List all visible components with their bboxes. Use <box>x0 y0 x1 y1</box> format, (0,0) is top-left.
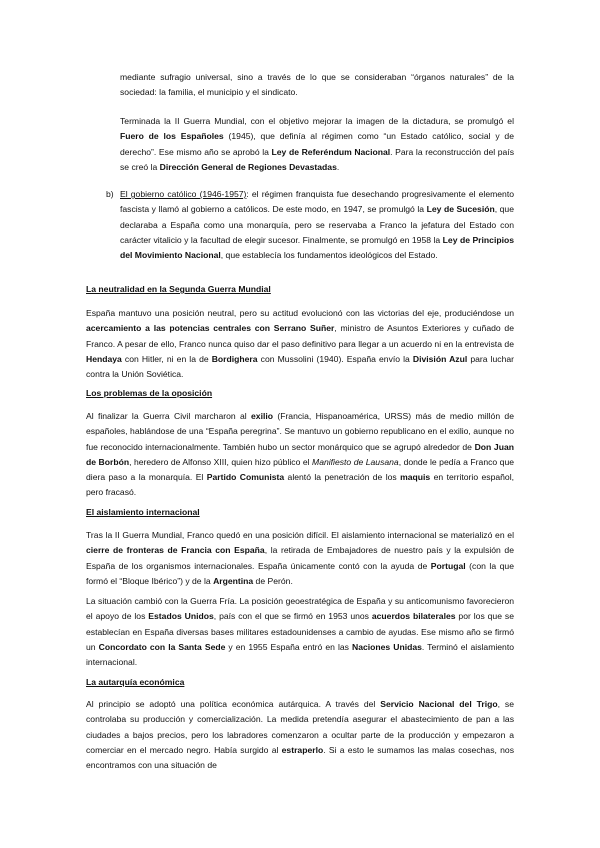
text: mediante sufragio universal, sino a través de lo que se consideraban “órganos naturales” de la sociedad: la familia, el municipio y el sindicato. <box>120 72 514 98</box>
text: (1945), que definía al régimen como “un Estado católico, social y de derecho”. Ese mismo año se aprobó la <box>120 131 514 157</box>
paragraph-oposicion <box>86 409 514 501</box>
text: : el régimen franquista fue desechando progresivamente el elemento fascista y llamó al gobierno a católicos. De este modo, en 1947, se promulgó la <box>120 189 514 215</box>
text: en territorio español, pero fracasó. <box>86 472 514 498</box>
text: , país con el que se firmó en 1953 unos <box>213 611 372 622</box>
text: por los que se establecían en España diversas bases militares estadounidenses a cambio de ayudas. Ese mismo año se firmó un <box>86 611 514 652</box>
bold-term: Ley de Referéndum Nacional <box>271 146 391 157</box>
bold-term: Partido Comunista <box>206 472 285 483</box>
bold-term: Bordighera <box>211 353 258 364</box>
text: , la retirada de Embajadores de nuestro país y la expulsión de España de los organismos internacionales. España únicamente contó con la ayuda de <box>86 545 514 571</box>
text: y en 1955 España entró en las <box>225 641 352 652</box>
bold-term: cierre de fronteras de Francia con España <box>86 545 265 556</box>
text: . Si a esto le sumamos las malas cosechas, nos encontramos con una situación de <box>86 744 514 771</box>
text: (Francia, Hispanoamérica, URSS) más de medio millón de españoles, hablándose de una “España peregrina”. Se mantuvo un gobierno republicano en el exilio, aunque no fue reconocido internacionalmente. También hubo un sector monárquico que se agrupó alrededor de <box>86 411 514 452</box>
text: La situación cambió con la Guerra Fría. La posición geoestratégica de España y su anticomunismo favorecieron el apoyo de los <box>86 596 514 622</box>
bold-term: Argentina <box>213 575 254 586</box>
list-item-gobierno-catolico <box>120 187 514 263</box>
section-heading-oposicion: Los problemas de la oposición <box>86 388 213 398</box>
text: , se controlaba su producción y comercialización. La medida pretendía asegurar el abastecimiento de pan a las ciudades a bajos precios, pero los labradores comenzaron a ocultar parte de la producción y empezaron a comerciar en el mercado negro. Había surgido al <box>86 699 514 755</box>
text: para luchar contra la Unión Soviética. <box>86 353 515 380</box>
bold-term: Hendaya <box>86 353 122 364</box>
paragraph-neutralidad <box>86 306 514 382</box>
bold-term: Estados Unidos <box>148 611 214 622</box>
text: (con la que formó el “Bloque Ibérico”) y de la <box>86 560 514 586</box>
bold-term: acercamiento a las potencias centrales con Serrano Suñer <box>86 323 335 334</box>
bold-term: Naciones Unidas <box>352 641 422 652</box>
paragraph-guerra-fria <box>86 594 514 670</box>
bold-term: estraperlo <box>281 744 324 755</box>
section-heading-autarquia: La autarquía económica <box>86 677 185 687</box>
bold-term: acuerdos bilaterales <box>371 611 456 622</box>
text: , donde le pedía a Franco que diera paso a la monarquía. El <box>86 456 515 483</box>
text: Terminada la II Guerra Mundial, con el objetivo mejorar la imagen de la dictadura, se promulgó el <box>120 116 514 126</box>
text: , ministro de Asuntos Exteriores y cuñado de Franco. A pesar de ello, Franco nunca quiso dar el paso definitivo para llegar a un acuerdo ni en la entrevista de <box>86 323 514 349</box>
text: , que establecía los fundamentos ideológicos del Estado. <box>220 250 438 261</box>
text: . Para la reconstrucción del país se creó la <box>120 146 515 172</box>
bold-term: Portugal <box>430 560 466 571</box>
bold-term: División Azul <box>412 353 468 364</box>
bold-term: Servicio Nacional del Trigo <box>380 699 498 709</box>
paragraph-aislamiento <box>86 528 514 589</box>
text: , heredero de Alfonso XIII, quien hizo público el <box>129 456 313 467</box>
paragraph-fuero-espanoles <box>120 114 514 175</box>
bold-term: Don Juan de Borbón <box>86 441 514 467</box>
bold-term: Dirección General de Regiones Devastadas <box>159 161 337 172</box>
bold-term: exilio <box>251 411 273 421</box>
section-heading-aislamiento: El aislamiento internacional <box>86 507 200 517</box>
paragraph-autarquia <box>86 697 514 773</box>
bold-term: Ley de Sucesión <box>426 204 495 215</box>
list-label: b) <box>106 189 114 199</box>
bold-term: Concordato con la Santa Sede <box>98 641 226 652</box>
bold-term: Ley de Principios del Movimiento Nacional <box>120 234 514 261</box>
text: Tras la II Guerra Mundial, Franco quedó en una posición difícil. El aislamiento internacional se materializó en el <box>86 530 514 540</box>
underlined-title: El gobierno católico (1946-1957) <box>120 189 247 199</box>
text: de Perón. <box>253 575 293 586</box>
text: con Hitler, ni en la de <box>121 353 212 364</box>
bold-term: maquis <box>400 472 431 483</box>
paragraph-organos-naturales <box>120 70 514 101</box>
italic-title: Manifiesto de Lausana <box>312 456 399 467</box>
text: Al finalizar la Guerra Civil marcharon al <box>86 411 252 421</box>
text: . <box>336 161 340 172</box>
bold-term: Fuero de los Españoles <box>120 131 224 142</box>
text: con Mussolini (1940). España envío la <box>257 353 413 364</box>
text: España mantuvo una posición neutral, pero su actitud evolucionó con las victorias del eje, produciéndose un <box>86 308 514 318</box>
text: Al principio se adoptó una política económica autárquica. A través del <box>86 699 381 709</box>
text: alentó la penetración de los <box>284 472 401 483</box>
text: . Terminó el aislamiento internacional. <box>86 641 514 668</box>
section-heading-neutralidad: La neutralidad en la Segunda Guerra Mundial <box>86 284 271 294</box>
text: , que declaraba a España como una monarquía, pero se reservaba a Franco la jefatura del Estado con carácter vitalicio y la facultad de elegir sucesor. Finalmente, se promulgó en 1958 la <box>120 204 514 245</box>
